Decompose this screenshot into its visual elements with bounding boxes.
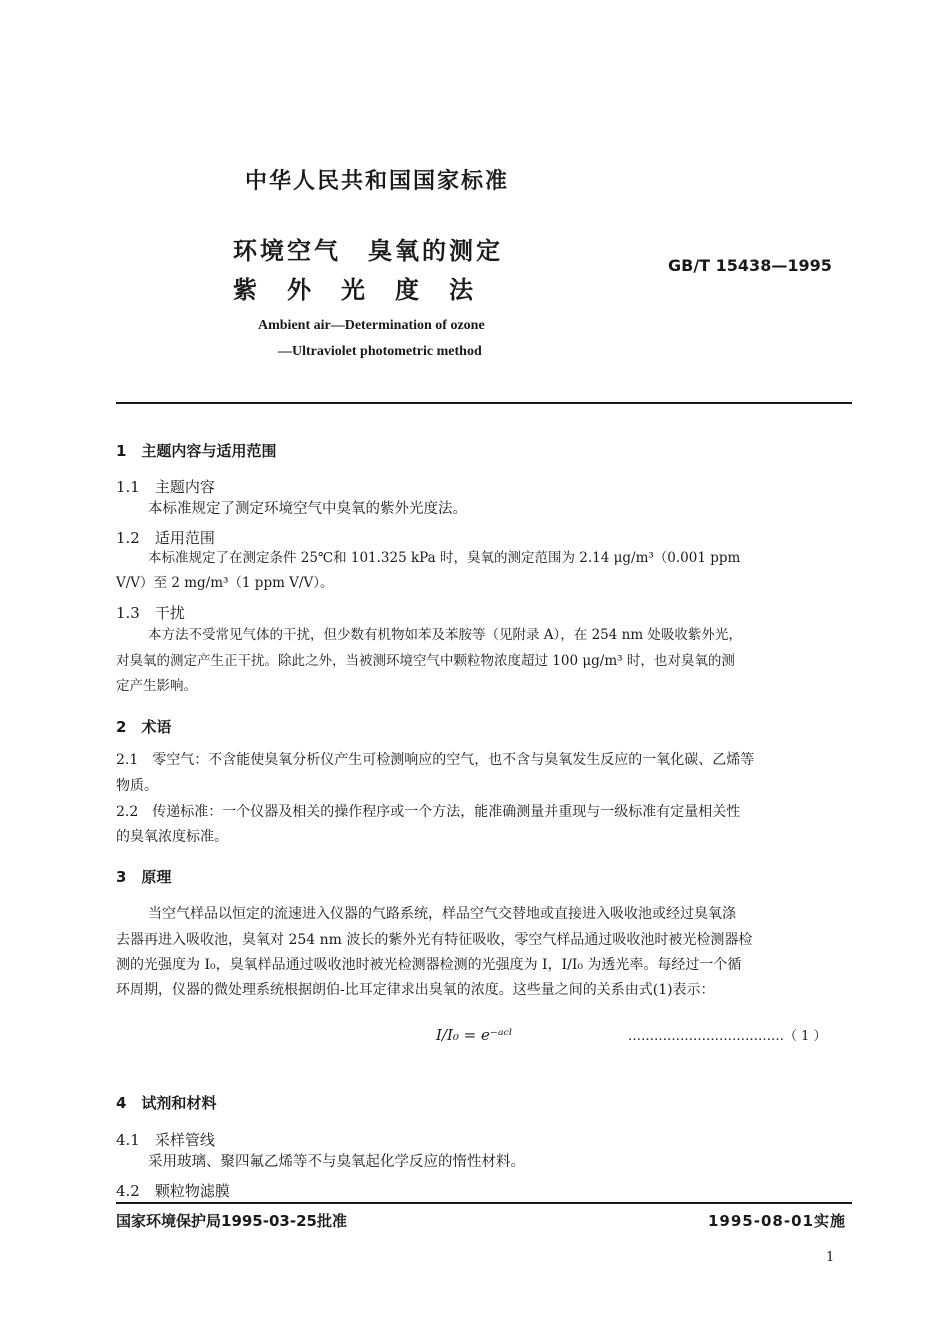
header-divider (116, 402, 852, 404)
section-1-3-text-line1: 本方法不受常见气体的干扰，但少数有机物如苯及苯胺等（见附录 A），在 254 nm 处吸收紫外光， (148, 627, 742, 643)
section-4-1-heading: 4.1 采样管线 (116, 1131, 215, 1149)
section-1-3-text-line2: 对臭氧的测定产生正干扰。除此之外，当被测环境空气中颗粒物浓度超过 100 μg/m³ 时，也对臭氧的测 (116, 653, 735, 669)
section-3-line2: 去器再进入吸收池，臭氧对 254 nm 波长的紫外光有特征吸收，零空气样品通过吸收池时被光检测器检 (116, 932, 753, 948)
section-1-1-heading: 1.1 主题内容 (116, 478, 215, 496)
section-3-line4: 环周期，仪器的微处理系统根据朗伯-比耳定律求出臭氧的浓度。这些量之间的关系由式(1)表示： (116, 982, 715, 998)
section-4-1-text: 采用玻璃、聚四氟乙烯等不与臭氧起化学反应的惰性材料。 (148, 1154, 525, 1170)
section-4-heading: 4 试剂和材料 (116, 1094, 217, 1112)
section-1-3-heading: 1.3 干扰 (116, 604, 185, 622)
english-title-line1: Ambient air—Determination of ozone (258, 318, 485, 333)
section-1-heading: 1 主题内容与适用范围 (116, 442, 277, 460)
section-1-1-text: 本标准规定了测定环境空气中臭氧的紫外光度法。 (148, 501, 467, 517)
section-1-2-text-line2: V/V）至 2 mg/m³（1 ppm V/V）。 (116, 575, 334, 591)
section-4-2-heading: 4.2 颗粒物滤膜 (116, 1182, 230, 1200)
section-2-1-line1: 2.1 零空气：不含能使臭氧分析仪产生可检测响应的空气，也不含与臭氧发生反应的一氧化碳、乙烯等 (116, 752, 755, 768)
section-2-2-line1: 2.2 传递标准：一个仪器及相关的操作程序或一个方法，能准确测量并重现与一级标准有定量相关性 (116, 804, 741, 820)
section-3-line1: 当空气样品以恒定的流速进入仪器的气路系统，样品空气交替地或直接进入吸收池或经过臭氧涤 (148, 906, 736, 922)
footer-divider (116, 1202, 852, 1204)
section-3-heading: 3 原理 (116, 868, 172, 886)
standard-number: GB/T 15438—1995 (668, 256, 832, 275)
english-title-line2: —Ultraviolet photometric method (278, 344, 482, 359)
formula-number: ………………………………（ 1 ） (628, 1029, 827, 1044)
effective-date: 1995-08-01实施 (708, 1212, 846, 1230)
section-2-1-line2: 物质。 (116, 778, 158, 794)
section-2-2-line2: 的臭氧浓度标准。 (116, 829, 228, 845)
document-title-line2: 紫 外 光 度 法 (233, 276, 476, 304)
national-standard-title: 中华人民共和国国家标准 (245, 169, 510, 194)
section-2-heading: 2 术语 (116, 718, 172, 736)
formula: I/I₀ = e⁻ᵃᶜˡ (436, 1026, 513, 1044)
document-title-line1: 环境空气 臭氧的测定 (233, 237, 503, 265)
page-number: 1 (826, 1250, 835, 1265)
approval-note: 国家环境保护局1995-03-25批准 (116, 1212, 347, 1230)
section-1-2-text-line1: 本标准规定了在测定条件 25℃和 101.325 kPa 时，臭氧的测定范围为 2.14 μg/m³（0.001 ppm (148, 550, 741, 566)
section-1-3-text-line3: 定产生影响。 (116, 678, 197, 694)
section-1-2-heading: 1.2 适用范围 (116, 529, 215, 547)
section-3-line3: 测的光强度为 I₀，臭氧样品通过吸收池时被光检测器检测的光强度为 I，I/I₀ 为透光率。每经过一个循 (116, 957, 742, 973)
